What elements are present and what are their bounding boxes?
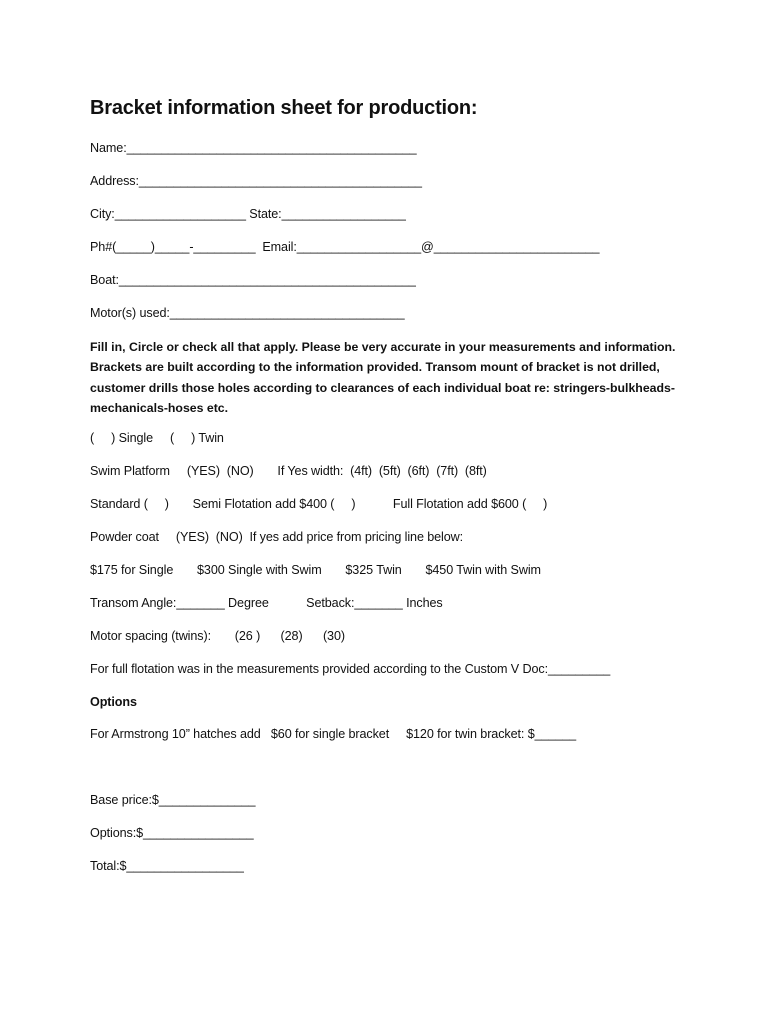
flotation-choice: Standard ( ) Semi Flotation add $400 ( ) Full Flotation add $600 ( ) — [90, 497, 548, 511]
transom-setback-field: Transom Angle:_______ Degree Setback:_______ Inches — [90, 596, 443, 610]
motors-field: Motor(s) used:__________________________________ — [90, 306, 405, 320]
base-price-field: Base price:$______________ — [90, 793, 256, 807]
options-price-field: Options:$________________ — [90, 826, 254, 840]
instructions-line: Brackets are built according to the information provided. Transom mount of bracket is not drilled, — [90, 360, 660, 375]
instructions-line: Fill in, Circle or check all that apply. Please be very accurate in your measurements and information. — [90, 340, 676, 354]
full-flotation-field: For full flotation was in the measurements provided according to the Custom V Doc:_________ — [90, 662, 611, 676]
city-state-field: City:___________________ State:__________________ — [90, 207, 406, 221]
page-title: Bracket information sheet for production: — [90, 97, 478, 119]
powder-coat-choice: Powder coat (YES) (NO) If yes add price from pricing line below: — [90, 530, 464, 544]
pricing-line: $175 for Single $300 Single with Swim $325 Twin $450 Twin with Swim — [90, 563, 541, 577]
total-price-field: Total:$_________________ — [90, 859, 244, 873]
motor-spacing-choice: Motor spacing (twins): (26 ) (28) (30) — [90, 629, 345, 643]
boat-field: Boat:___________________________________________ — [90, 273, 416, 287]
swim-platform-choice: Swim Platform (YES) (NO) If Yes width: (4ft) (5ft) (6ft) (7ft) (8ft) — [90, 464, 487, 478]
phone-email-field: Ph#(_____)_____-_________ Email:__________________@________________________ — [90, 240, 600, 254]
name-field: Name:__________________________________________ — [90, 141, 417, 155]
options-heading: Options — [90, 695, 137, 709]
address-field: Address:_________________________________________ — [90, 174, 422, 188]
instructions-paragraph — [90, 337, 680, 418]
armstrong-hatch-option: For Armstrong 10” hatches add $60 for single bracket $120 for twin bracket: $______ — [90, 727, 577, 741]
single-twin-choice: ( ) Single ( ) Twin — [90, 431, 224, 445]
instructions-line: customer drills those holes according to clearances of each individual boat re: stringers-bulkheads- — [90, 380, 675, 395]
instructions-line: mechanicals-hoses etc. — [90, 400, 229, 415]
